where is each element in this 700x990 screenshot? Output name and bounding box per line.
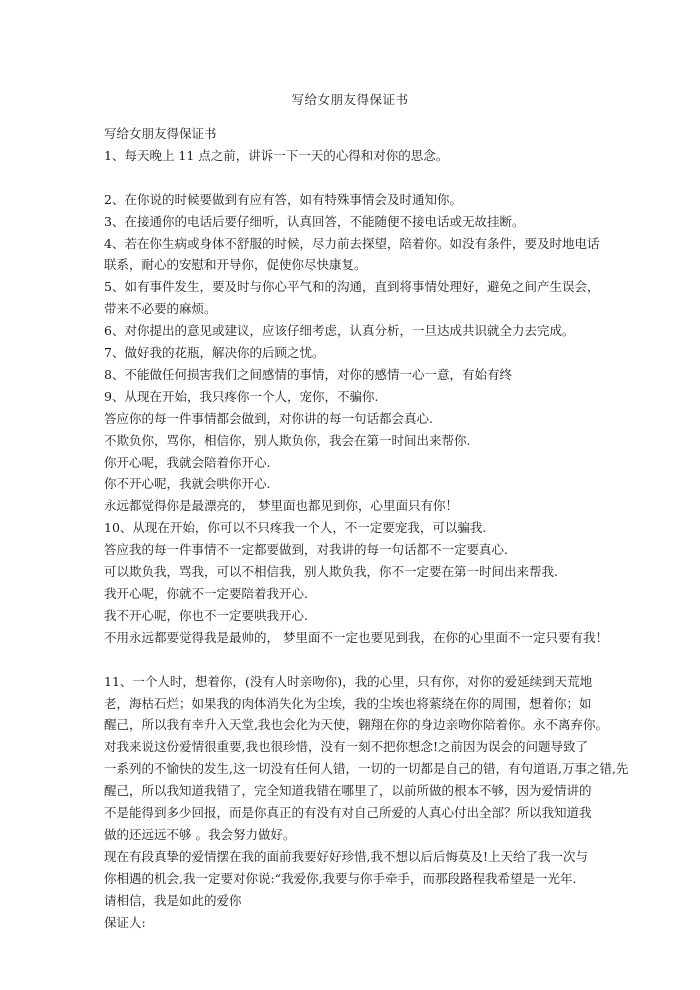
body-line: 做的还远远不够 。我会努力做好。 [104,826,296,842]
body-line: 9、从现在开始，我只疼你一个人，宠你，不骗你. [104,388,379,404]
document-body [104,123,644,934]
body-line: 请相信，我是如此的爱你 [104,892,242,908]
body-line: 不用永远都要觉得我是最帅的， 梦里面不一定也要见到我，在你的心里面不一定只要有我！ [104,629,608,645]
body-line: 10、从现在开始，你可以不只疼我一个人，不一定要宠我，可以骗我. [104,520,487,536]
body-line: 我不开心呢，你也不一定要哄我开心. [104,607,308,623]
document-title: 写给女朋友得保证书 [291,92,409,107]
body-line: 不是能得到多少回报，而是你真正的有没有对自己所爱的人真心付出全部？所以我知道我 [104,805,592,821]
body-line: 你相遇的机会,我一定要对你说:“我爱你,我要与你手牵手，而那段路程我希望是一光年. [104,870,577,886]
body-line: 8、不能做任何损害我们之间感情的事情，对你的感情一心一意，有始有终 [104,366,512,382]
body-line: 保证人: [104,914,146,930]
body-line: 我开心呢，你就不一定要陪着我开心. [104,586,308,602]
body-line: 永远都觉得你是最漂亮的， 梦里面也都见到你，心里面只有你！ [104,498,458,514]
body-line: 你开心呢，我就会陪着你开心. [104,454,271,470]
body-line: 一系列的不愉快的发生,这一切没有任何人错，一切的一切都是自己的错，有句道语,万事之错,先 [104,761,629,777]
body-line: 1、每天晚上 11 点之前，讲诉一下一天的心得和对你的思念。 [104,147,449,163]
body-line: 6、对你提出的意见或建议，应该仔细考虑，认真分析，一旦达成共识就全力去完成。 [104,323,575,339]
body-line: 可以欺负我，骂我，可以不相信我，别人欺负我，你不一定要在第一时间出来帮我. [104,564,558,580]
body-line: 答应你的每一件事情都会做到，对你讲的每一句话都会真心. [104,410,433,426]
body-line: 答应我的每一件事情不一定都要做到，对我讲的每一句话都不一定要真心. [104,542,508,558]
body-line: 不欺负你，骂你，相信你，别人欺负你，我会在第一时间出来帮你. [104,432,471,448]
body-line: 醒己，所以我知道我错了，完全知道我错在哪里了，以前所做的根本不够，因为爱情讲的 [104,783,592,799]
body-line: 你不开心呢，我就会哄你开心. [104,476,271,492]
body-line: 7、做好我的花瓶，解决你的后顾之忧。 [104,345,325,361]
body-line: 5、如有事件发生，要及时与你心平气和的沟通，直到将事情处理好，避免之间产生误会， [104,279,600,295]
body-line: 带来不必要的麻烦。 [104,301,217,317]
body-line: 老，海枯石烂；如果我的肉体消失化为尘埃，我的尘埃也将萦绕在你的周围，想着你；如 [104,695,592,711]
body-line: 联系，耐心的安慰和开导你，促使你尽快康复。 [104,257,367,273]
body-line: 醒己，所以我有幸升入天堂,我也会化为天使，翱翔在你的身边亲吻你陪着你。永不离弃你。 [104,717,608,733]
body-line: 写给女朋友得保证书 [104,126,217,141]
body-line: 对我来说这份爱情很重要,我也很珍惜，没有一刻不把你想念!之前因为误会的问题导致了 [104,739,588,755]
body-line: 11、一个人时，想着你，(没有人时亲吻你)，我的心里，只有你，对你的爱延续到天荒地 [104,673,593,689]
blank-line [104,649,644,671]
body-line: 4、若在你生病或身体不舒服的时候，尽力前去探望，陪着你。如没有条件，要及时地电话 [104,235,600,251]
body-line: 2、在你说的时候要做到有应有答，如有特殊事情会及时通知你。 [104,191,462,207]
blank-line [104,167,644,189]
body-line: 现在有段真挚的爱情摆在我的面前我要好好珍惜,我不想以后后悔莫及!上天给了我一次与 [104,848,588,864]
body-line: 3、在接通你的电话后要仔细听，认真回答，不能随便不接电话或无故挂断。 [104,213,525,229]
